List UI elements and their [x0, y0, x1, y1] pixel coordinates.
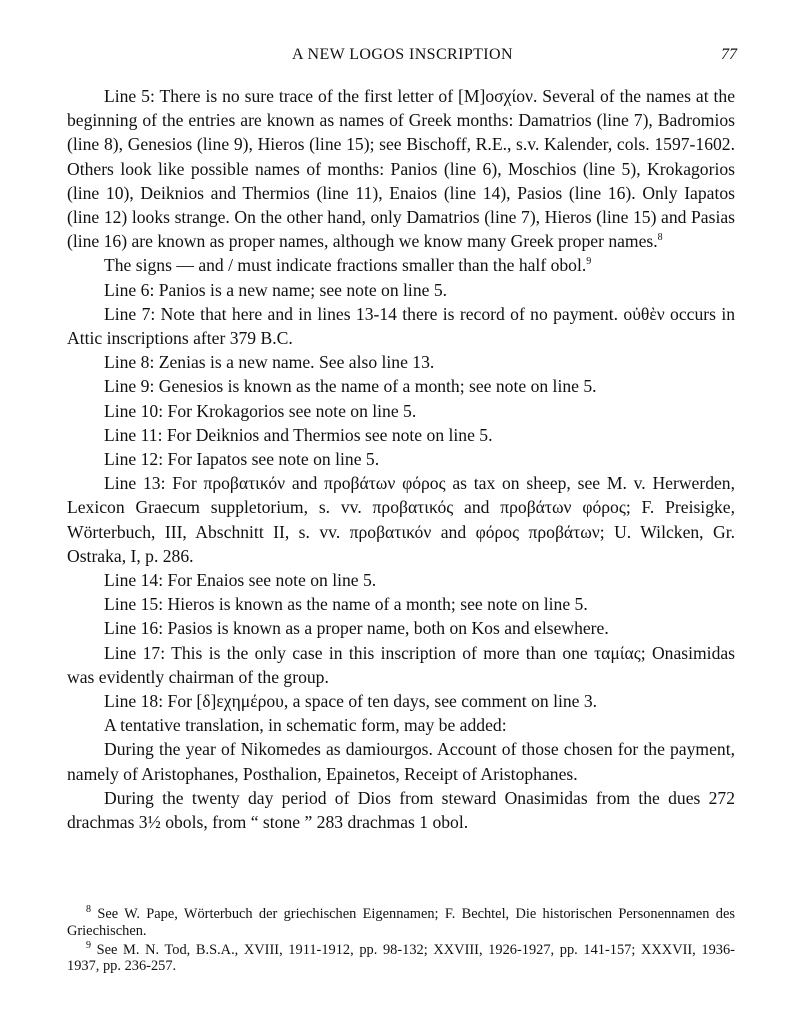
note-label: Line 13	[104, 473, 161, 494]
note-label: Line 6	[104, 279, 150, 300]
note-text: This is the only case in this inscription of more than one ταμίας; Onasimidas was evidently chairman of the group.	[67, 642, 736, 687]
note-line-13: Line 13: For προβατικόν and προβάτων φόρος as tax on sheep, see M. v. Herwerden, Lexicon Graecum suppletorium, s. vv. προβατικός and προβάτων φόρος; F. Preisigke, Wörterbuch, III, Abschnitt II, s. vv. προβατικόν and φόρος προβάτων; U. Wilcken, Gr. Ostraka, I, p. 286.	[67, 473, 735, 566]
footnote-number: 9	[86, 939, 91, 951]
note-text: For Enaios see note on line 5.	[167, 570, 377, 591]
note-text: For Deiknios and Thermios see note on line 5.	[166, 424, 493, 445]
translation-intro: A tentative translation, in schematic form, may be added:	[104, 715, 507, 736]
note-label: Line 15	[104, 594, 159, 615]
note-text: Note that here and in lines 13-14 there is record of no payment. οὐθὲν occurs in Attic inscriptions after 379 B.C.	[67, 303, 735, 349]
note-text: Pasios is known as a proper name, both on Kos and elsewhere.	[167, 618, 609, 639]
note-line-18: Line 18: For [δ]εχημέρου, a space of ten days, see comment on line 3.	[104, 691, 598, 712]
note-line-6: Line 6: Panios is a new name; see note on line 5.	[104, 279, 448, 300]
note-line-16: Line 16: Pasios is known as a proper name, both on Kos and elsewhere.	[104, 618, 609, 639]
footnote-text: See W. Pape, Wörterbuch der griechischen Eigennamen; F. Bechtel, Die historischen Personennamen des Griechischen.	[67, 906, 735, 939]
note-text: There is no sure trace of the first letter of [M]οσχίον. Several of the names at the beginning of the entries are known as names of Greek months: Damatrios (line 7), Badromios (line 8), Genesios (line 9), Hieros (line 15); see Bischoff, R.E., s.v. Kalender, cols. 1597-1602. Others look like possible names of months: Panios (line 6), Moschios (line 5), Krokagorios (line 10), Deiknios and Thermios (line 11), Enaios (line 14), Pasios (line 16). Only Iapatos (line 12) looks strange. On the other hand, only Damatrios (line 7), Hieros (line 15) and Pasias (line 16) are known as proper names, although we know many Greek proper names.	[67, 86, 736, 252]
note-line-12: Line 12: For Iapatos see note on line 5.	[104, 449, 380, 470]
note-line-9: Line 9: Genesios is known as the name of a month; see note on line 5.	[104, 376, 597, 397]
note-line-7: Line 7: Note that here and in lines 13-14 there is record of no payment. οὐθὲν occurs in Attic inscriptions after 379 B.C.	[67, 303, 735, 349]
page-number: 77	[721, 46, 737, 63]
footnote-9	[67, 939, 735, 976]
note-line-17: Line 17: This is the only case in this inscription of more than one ταμίας; Onasimidas was evidently chairman of the group.	[67, 642, 736, 687]
running-title: A NEW LOGOS INSCRIPTION	[292, 46, 513, 63]
body-text	[67, 84, 735, 834]
note-line-5: Line 5: There is no sure trace of the first letter of [M]οσχίον. Several of the names at the beginning of the entries are known as names of Greek months: Damatrios (line 7), Badromios (line 8), Genesios (line 9), Hieros (line 15); see Bischoff, R.E., s.v. Kalender, cols. 1597-1602. Others look like possible names of months: Panios (line 6), Moschios (line 5), Krokagorios (line 10), Deiknios and Thermios (line 11), Enaios (line 14), Pasios (line 16). Only Iapatos (line 12) looks strange. On the other hand, only Damatrios (line 7), Hieros (line 15) and Pasias (line 16) are known as proper names, although we know many Greek proper names.$^8$	[67, 86, 736, 252]
note-label: Line 16	[104, 618, 159, 639]
note-label: Line 12	[104, 449, 159, 470]
note-text: For προβατικόν and προβάτων φόρος as tax on sheep, see M. v. Herwerden, Lexicon Graecum suppletorium, s. vv. προβατικός and προβάτων φόρος; F. Preisigke, Wörterbuch, III, Abschnitt II, s. vv. προβατικόν and φόρος προβάτων; U. Wilcken, Gr. Ostraka, I, p. 286.	[67, 473, 735, 566]
note-text: Zenias is a new name. See also line 13.	[158, 352, 435, 373]
note-line-10: Line 10: For Krokagorios see note on line 5.	[104, 400, 417, 421]
footnote-text: See M. N. Tod, B.S.A., XVIII, 1911-1912, pp. 98-132; XXVIII, 1926-1927, pp. 141-157; XXXVII, 1936-1937, pp. 236-257.	[67, 941, 735, 975]
note-line-11: Line 11: For Deiknios and Thermios see note on line 5.	[104, 424, 493, 445]
note-label: Line 9	[104, 376, 150, 397]
note-label: Line 8	[104, 352, 150, 373]
note-line-15: Line 15: Hieros is known as the name of a month; see note on line 5.	[104, 594, 588, 615]
note-text: The signs — and / must indicate fractions smaller than the half obol.	[104, 255, 587, 276]
note-label: Line 10	[104, 400, 159, 421]
note-text: Panios is a new name; see note on line 5.	[158, 279, 448, 300]
footnote-ref: 9	[586, 256, 592, 268]
note-label: Line 18	[104, 691, 159, 712]
note-text: For Iapatos see note on line 5.	[167, 449, 380, 470]
footnotes	[67, 906, 735, 975]
note-text: For Krokagorios see note on line 5.	[167, 400, 417, 421]
note-label: Line 7	[104, 303, 151, 324]
note-text: For [δ]εχημέρου, a space of ten days, see comment on line 3.	[167, 691, 598, 712]
note-label: Line 5	[104, 86, 150, 106]
note-text: Genesios is known as the name of a month; see note on line 5.	[158, 376, 597, 397]
note-label: Line 17	[104, 642, 161, 663]
note-text: Hieros is known as the name of a month; see note on line 5.	[167, 594, 588, 615]
note-line-8: Line 8: Zenias is a new name. See also line 13.	[104, 352, 435, 373]
note-label: Line 14	[104, 570, 159, 591]
note-label: Line 11	[104, 424, 158, 445]
translation-paragraph: During the year of Nikomedes as damiourgos. Account of those chosen for the payment, namely of Aristophanes, Posthalion, Epainetos, Receipt of Aristophanes.	[67, 739, 735, 784]
translation-paragraph: During the twenty day period of Dios from steward Onasimidas from the dues 272 drachmas 3½ obols, from “ stone ” 283 drachmas 1 obol.	[67, 787, 735, 833]
footnote-number: 8	[86, 904, 91, 916]
note-line-5-continuation	[67, 253, 735, 277]
footnote-8	[67, 906, 735, 940]
footnote-ref: 8	[657, 232, 663, 244]
note-line-14: Line 14: For Enaios see note on line 5.	[104, 570, 377, 591]
